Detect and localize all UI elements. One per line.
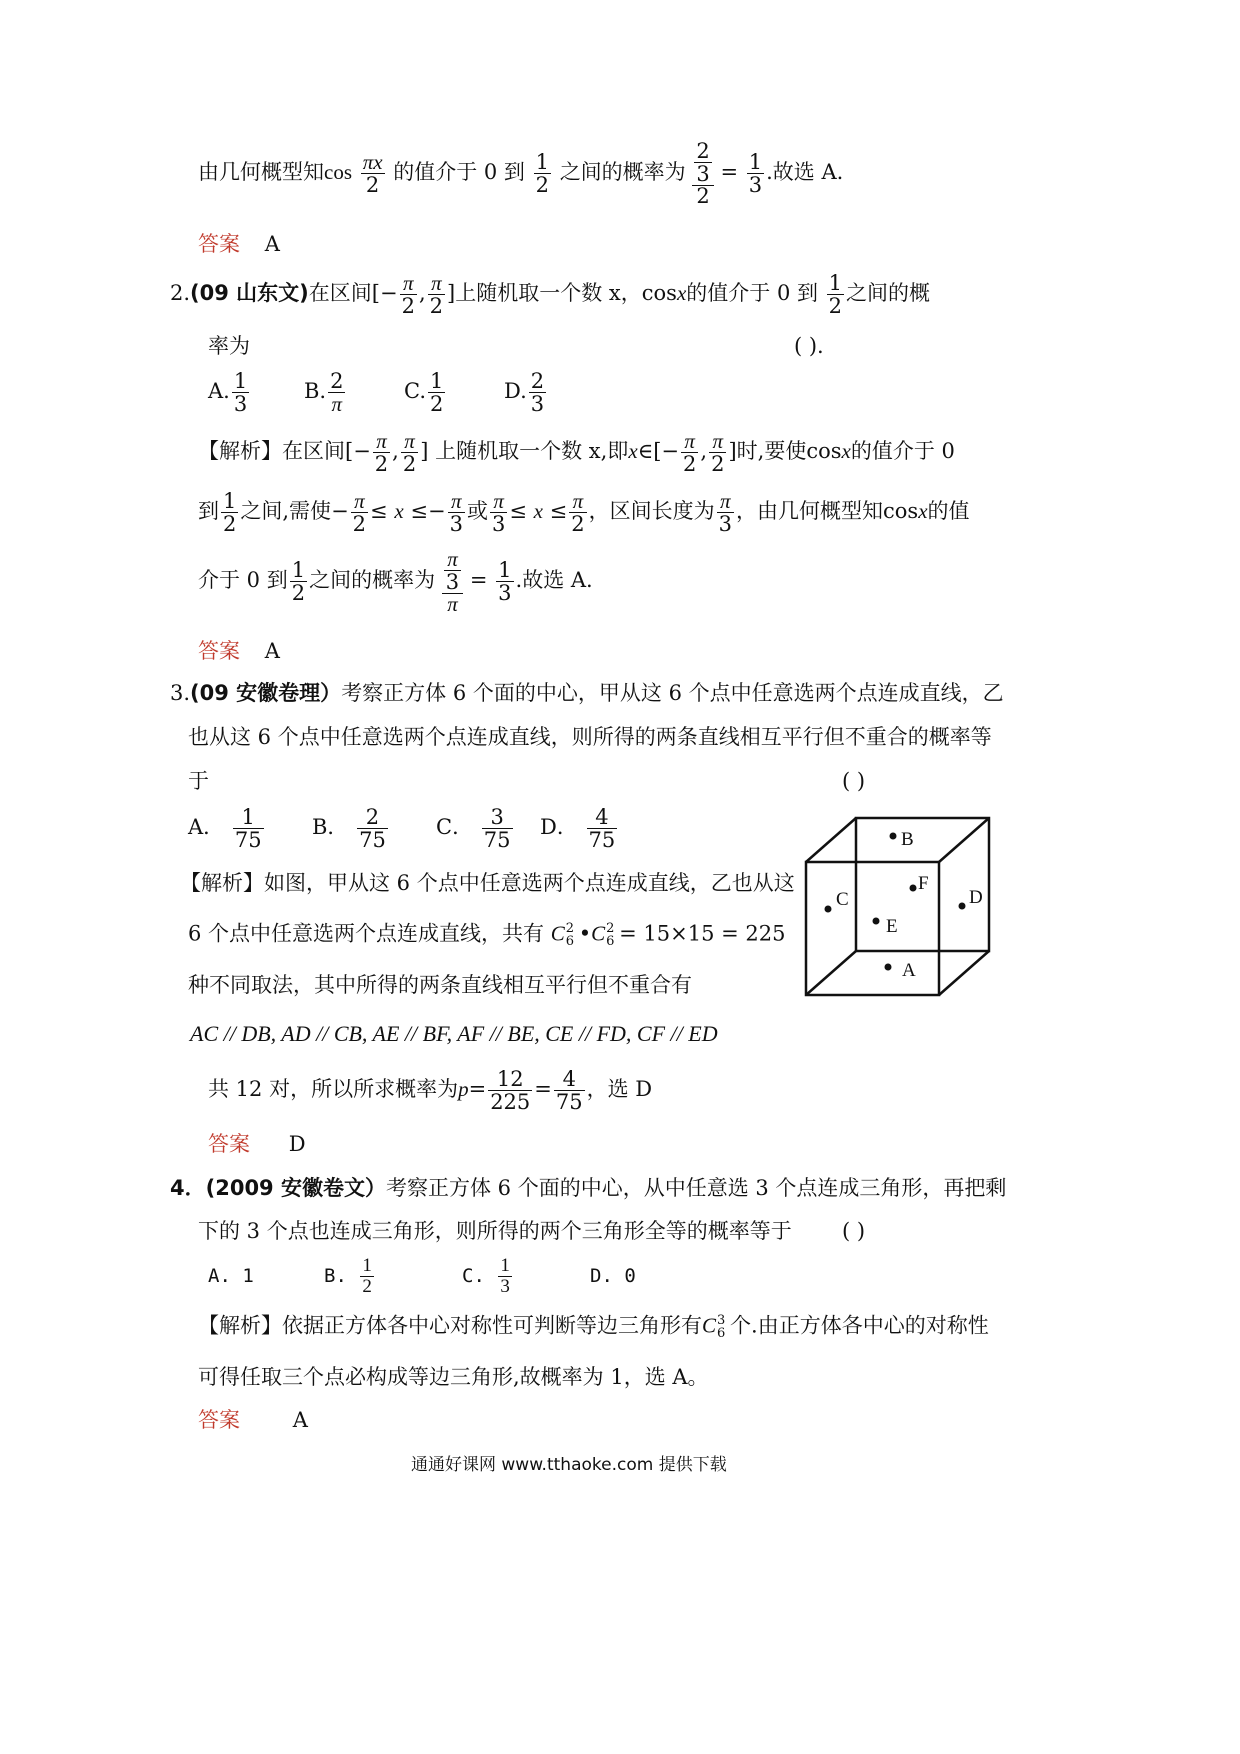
option-c [404,370,504,415]
fraction [694,140,711,185]
subscript: 6 [565,934,575,949]
q4-options [208,1256,636,1297]
denominator: 2 [365,173,380,198]
q3-analysis-line2 [188,922,786,948]
q2-analysis-line2 [198,490,970,535]
numerator: 3 [482,806,513,829]
denominator: 3 [445,570,460,595]
analysis-label: 【解析】 [198,1313,282,1338]
text: 介于 0 到 [198,568,288,593]
sup-sub [716,1314,730,1340]
variable: x [676,281,687,306]
answer-blank: ( ) [842,769,866,793]
numerator: π [717,490,734,513]
option-label: C． [436,815,474,840]
denominator: 3 [696,162,710,187]
q4-analysis-line1 [198,1314,989,1340]
text: ≤ [549,499,568,524]
denominator: 3 [498,581,512,606]
denominator: 2 [362,1275,372,1297]
fraction [747,151,764,196]
numerator: π [373,430,390,453]
denominator: 2 [401,294,415,319]
q1-answer [198,234,280,255]
numerator: π [490,490,507,513]
sup-sub [605,922,619,948]
denominator: 2 [711,452,725,477]
text: , [700,439,708,464]
fraction [400,272,417,317]
numerator: π [428,272,445,295]
fraction [401,430,418,475]
text: 在区间 [282,439,345,464]
q3-stem-line2 [188,727,992,748]
variable: x [628,439,638,464]
text: 的值介于 0 到 [393,160,525,185]
label-f: F [918,873,929,894]
fraction [221,490,238,535]
point-c [825,906,832,913]
denominator: 2 [535,173,549,198]
q2-stem-line1 [170,272,930,317]
denominator: 3 [500,1275,510,1297]
fraction [488,1068,532,1113]
text: 之间的概率为 [309,568,436,593]
text: [− [345,439,371,464]
numerator: 1 [291,558,306,582]
q3-analysis-line1 [180,873,795,894]
denominator: 3 [233,392,248,417]
text: 考察正方体 6 个面的中心，甲从这 6 个点中任意选两个点连成直线，乙 [341,681,1004,705]
question-source: (09 安徽卷理） [190,681,342,705]
fraction [709,430,726,475]
option-label: D. 0 [590,1264,636,1287]
numerator: π [400,272,417,295]
cos-word: cos [641,281,677,306]
text: 之间的概 [846,281,931,306]
text: 可得任取三个点必构成等边三角形,故概率为 1，选 A。 [198,1365,709,1389]
denominator: π [331,392,343,417]
equals: = [468,1077,487,1102]
q2-stem-line2 [208,336,250,357]
text: 的值介于 0 到 [686,281,818,306]
fraction [444,548,461,593]
denominator: 3 [718,512,732,537]
option-label: A. 1 [208,1264,254,1287]
cos-word: cos [806,439,842,464]
fraction [373,430,390,475]
text: ，选 D [586,1077,653,1102]
text: 由几何概型知 [198,160,324,185]
fraction [360,1256,374,1297]
variable: x [841,439,851,464]
denominator: 2 [429,294,444,319]
text: 如图，甲从这 6 个点中任意选两个点连成直线，乙也从这 [264,871,795,895]
text: 时,要使 [736,439,807,464]
answer-value: A [264,639,280,663]
fraction [717,490,734,535]
question-number: 3. [170,681,191,705]
option-label: B. [304,379,327,404]
option-label: C. [462,1264,485,1287]
compound-fraction [692,140,713,207]
q3-analysis-line5 [208,1068,652,1113]
text: − [331,499,349,524]
denominator: 3 [449,512,463,537]
fraction [482,806,513,851]
denominator: 75 [483,828,511,853]
text: 共 12 对，所以所求概率为 [208,1077,459,1102]
fraction [587,806,618,851]
fraction [554,1068,585,1113]
option-a [188,806,312,851]
denominator: 2 [374,452,389,477]
cube-edge [806,951,856,995]
q2-answer-paren [794,336,824,357]
analysis-label: 【解析】 [180,871,264,895]
denominator: 2 [223,512,237,537]
text: 的值 [927,499,970,524]
equals: = [534,1077,552,1102]
numerator: π [709,430,726,453]
superscript: 2 [565,921,575,936]
point-e [873,918,880,925]
text: , [392,439,399,464]
fraction [448,490,465,535]
option-b [304,370,404,415]
option-b [324,1256,462,1297]
numerator: 1 [233,806,264,829]
cos-word: cos [883,499,919,524]
fraction [428,370,445,415]
option-label: B. [324,1264,347,1287]
label-a: A [902,960,916,981]
text: 依据正方体各中心对称性可判断等边三角形有 [282,1313,702,1338]
page-footer [411,1457,727,1474]
question-source: (09 山东文) [190,281,309,306]
option-label: A． [188,815,225,840]
text: = 15×15 = 225 [619,921,786,946]
answer-blank: ( ) [842,1219,866,1243]
text: ≤ [410,499,428,524]
label-c: C [836,889,849,910]
text: 之间,需使 [240,499,332,524]
answer-label: 答案 [208,1132,250,1156]
variable: x [533,499,543,524]
fraction [232,370,249,415]
answer-label: 答案 [198,232,240,256]
fraction [569,490,586,535]
fraction [490,490,507,535]
text: − [427,499,446,524]
text: 于 [188,769,209,793]
option-d [590,1265,636,1287]
text: ≤ [509,499,527,524]
q4-answer-paren [842,1221,865,1242]
combination-symbol: C [591,921,606,946]
numerator: π [569,490,586,513]
q4-analysis-line2 [198,1367,709,1388]
text: 之间的概率为 [559,160,686,185]
numerator: 1 [430,369,444,393]
equals: = [469,568,488,593]
text: ，由几何概型知 [736,499,883,524]
text: 也从这 6 个点中任意选两个点连成直线，则所得的两条直线相互平行但不重合的概率等 [188,725,992,749]
question-source: (2009 安徽卷文） [205,1176,386,1200]
text: 或 [466,499,488,524]
text: 6 个点中任意选两个点连成直线，共有 [188,921,545,946]
denominator: 2 [683,452,697,477]
footer-text: 通通好课网 www.tthaoke.com 提供下载 [411,1455,727,1475]
numerator: 1 [498,558,512,582]
denominator: 3 [491,512,506,537]
compound-fraction [442,548,463,615]
numerator: 1 [500,1255,510,1276]
denominator: 75 [359,828,386,853]
text: ≤ [370,499,388,524]
denominator: 2 [402,452,417,477]
numerator: π [401,430,418,453]
text: 个.由正方体各中心的对称性 [730,1313,989,1338]
variable: x [918,499,928,524]
text: 上随机取一个数 x， [455,281,642,306]
text: ，区间长度为 [588,499,715,524]
fraction [357,806,388,851]
q3-parallel-pairs [190,1023,718,1045]
answer-label: 答案 [198,1408,240,1432]
cube-edge [939,951,989,995]
option-label: B． [312,815,349,840]
label-b: B [901,829,914,850]
q1-result-line [198,140,843,207]
text: .故选 A. [515,568,593,593]
text: 的值介于 0 [850,439,955,464]
denominator: 2 [430,392,444,417]
combination-symbol: C [550,921,565,946]
numerator: 4 [587,806,618,829]
q2-analysis-line3 [198,548,593,615]
cube-figure [796,808,996,1000]
q2-answer [198,641,280,662]
option-d [540,806,644,851]
numerator: 2 [330,369,344,393]
sup-sub [565,922,579,948]
text: .故选 A. [766,160,844,185]
numerator: 2 [357,806,388,829]
question-number: 2. [170,281,191,306]
q2-options [208,370,604,415]
numerator: 12 [488,1068,532,1091]
option-label: D． [540,815,578,840]
q2-analysis-line1 [198,430,955,475]
numerator: 1 [535,150,549,174]
fraction [529,370,546,415]
text: 下的 3 个点也连成三角形，则所得的两个三角形全等的概率等于 [198,1219,792,1243]
variable: p [458,1077,469,1102]
denominator: 2 [571,512,585,537]
superscript: 3 [717,1313,726,1328]
fraction [290,559,307,604]
denominator: 75 [234,828,262,853]
analysis-label: 【解析】 [198,439,282,464]
cube-edge [939,818,989,862]
answer-label: 答案 [198,639,240,663]
numerator: 2 [696,139,710,163]
fraction [496,559,513,604]
answer-value: D [288,1132,306,1156]
question-number: 4． [170,1176,206,1200]
fraction [361,151,385,196]
option-a [208,370,304,415]
fraction [681,430,698,475]
cos-word: cos [324,160,352,185]
q3-analysis-line3 [188,975,692,996]
text: , [418,281,426,306]
option-label: D. [504,379,527,404]
fraction [827,272,844,317]
denominator: 2 [828,294,843,319]
point-f [910,885,917,892]
point-b [890,833,897,840]
subscript: 6 [606,934,615,949]
numerator: π [444,548,461,571]
denominator: π [447,592,458,617]
label-d: D [969,887,983,908]
numerator: π [681,430,698,453]
fraction [428,272,445,317]
text: 到 [198,499,219,524]
label-e: E [886,916,898,937]
q4-answer [198,1410,308,1431]
text: [− [653,439,679,464]
text: ] [447,281,456,306]
option-c [436,806,540,851]
answer-value: A [292,1408,308,1432]
fraction [351,490,368,535]
fraction [534,151,551,196]
numerator: π [448,490,465,513]
text: ∈ [637,439,654,464]
denominator: 2 [291,581,306,606]
text: 上随机取一个数 x,即 [435,439,629,464]
denominator: 75 [555,1090,583,1115]
q4-stem-line2 [198,1221,792,1242]
fraction [498,1256,512,1297]
numerator: 1 [748,150,763,174]
text: 考察正方体 6 个面的中心，从中任意选 3 个点连成三角形，再把剩 [385,1176,1007,1200]
q3-answer-paren [842,771,865,792]
q3-stem-line3 [188,771,209,792]
text: AC // DB, AD // CB, AE // BF, AF // BE, CE // FD, CF // ED [190,1021,718,1046]
text: • [578,921,592,946]
answer-value: A [264,232,280,256]
text: 在区间 [308,281,372,306]
q3-options [188,806,644,851]
numerator: 1 [223,489,237,513]
subscript: 6 [717,1326,726,1341]
option-c [462,1256,590,1297]
denominator: 2 [352,512,367,537]
text: ] [728,439,737,464]
option-label: C. [404,379,426,404]
denominator: 225 [490,1090,531,1115]
numerator: 4 [554,1068,585,1091]
answer-blank: ( ). [794,334,824,358]
q3-answer [208,1134,306,1155]
denominator: 2 [696,184,710,209]
numerator: 1 [828,271,843,295]
q4-stem-line1 [170,1178,1006,1199]
text: 率为 [208,334,250,358]
numerator: 1 [233,369,248,393]
q3-stem-line1 [170,683,1004,704]
superscript: 2 [606,921,615,936]
text: 种不同取法，其中所得的两条直线相互平行但不重合有 [188,973,692,997]
option-label: A. [208,379,230,404]
cube-edge [806,818,856,862]
numerator: 2 [530,369,545,393]
numerator: π [351,490,368,513]
option-a [208,1264,324,1287]
denominator: 3 [530,392,545,417]
option-d [504,370,604,415]
text: ] [420,439,429,464]
option-b [312,806,436,851]
fraction [233,806,264,851]
denominator: 3 [748,173,763,198]
combination-symbol: C [702,1313,717,1338]
fraction [328,370,345,415]
numerator: πx [362,150,383,174]
equals: = [720,160,739,185]
denominator: 75 [588,828,616,853]
numerator: 1 [362,1255,372,1276]
variable: x [394,499,404,524]
text: [− [371,281,398,306]
point-a [885,964,892,971]
point-d [959,903,966,910]
